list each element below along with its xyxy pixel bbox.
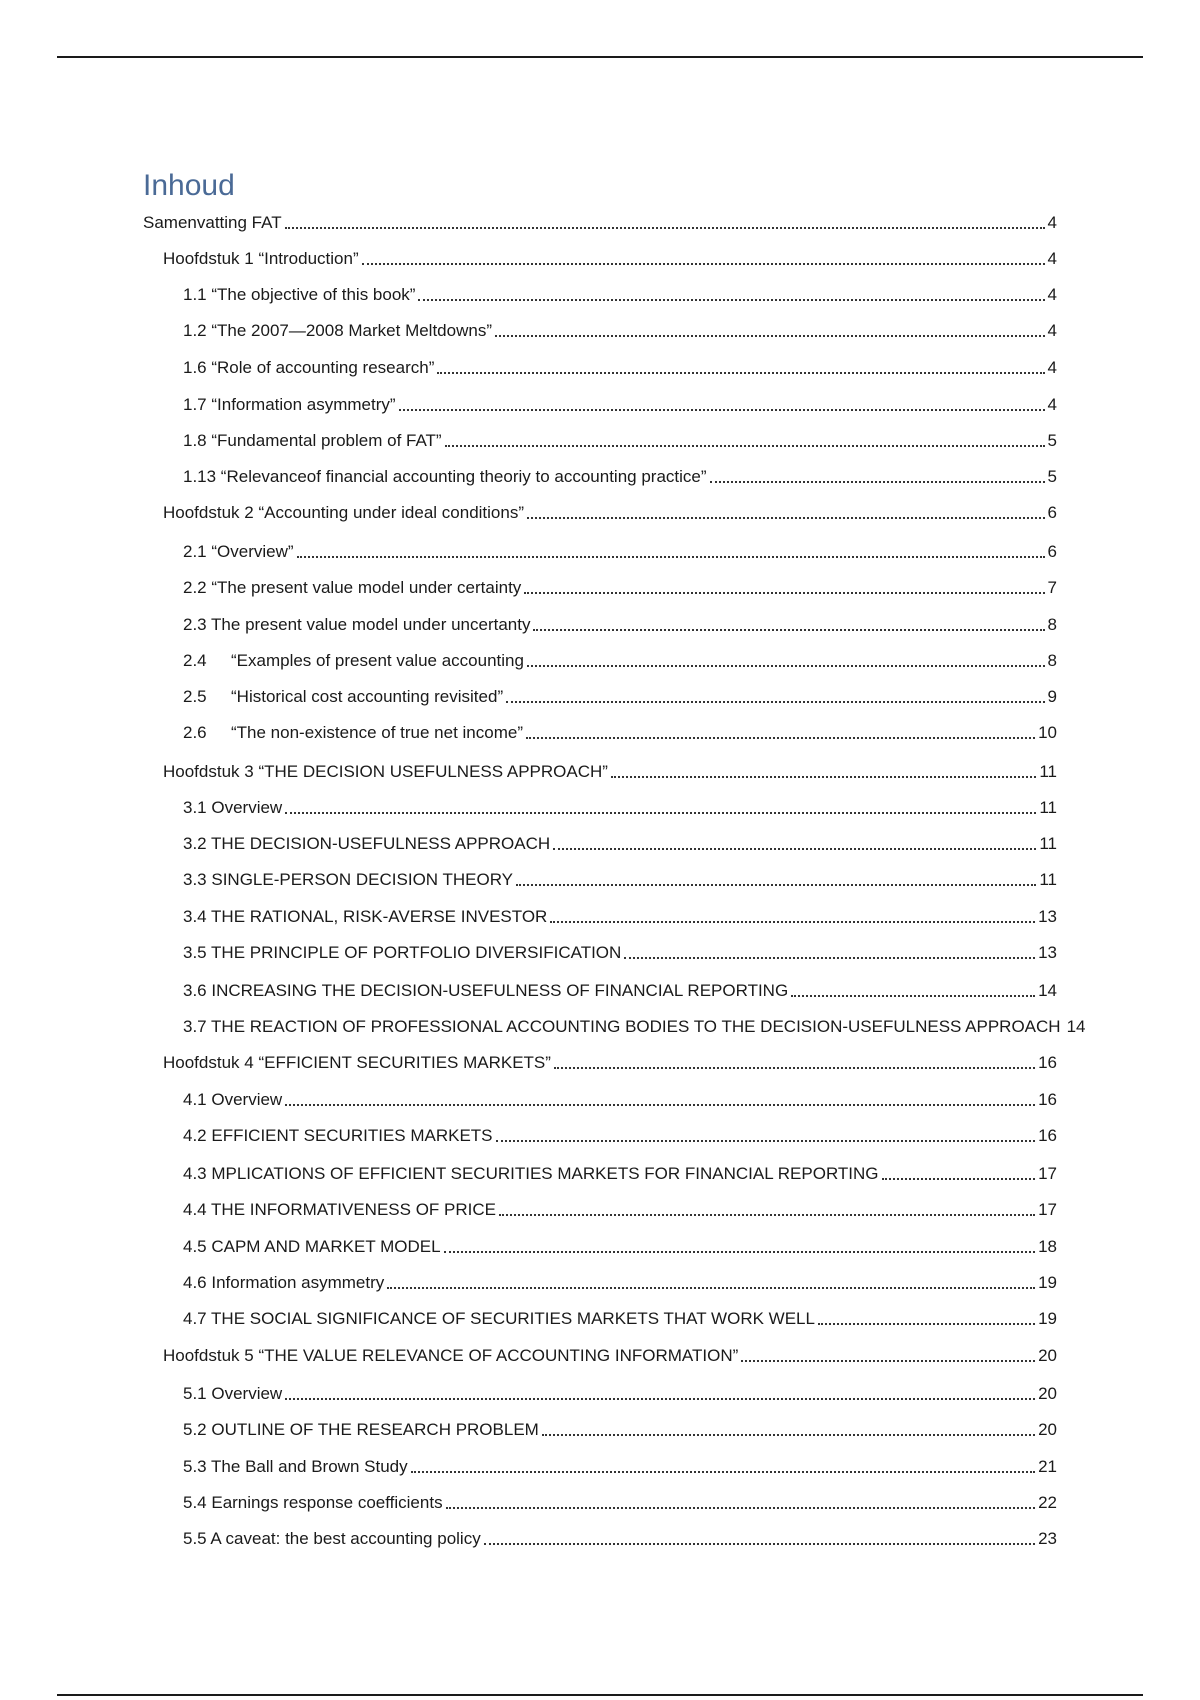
toc-entry-page-number: 20: [1038, 1420, 1057, 1439]
dot-leader: [418, 284, 1044, 306]
dot-leader: [285, 1383, 1035, 1405]
toc-entry-page-number: 11: [1039, 762, 1057, 781]
dot-leader: [818, 1308, 1035, 1330]
toc-entry-page-number: 4: [1047, 213, 1057, 232]
dot-leader: [499, 1199, 1035, 1221]
toc-entry-label: 1.7 “Information asymmetry”: [183, 395, 396, 414]
dot-leader: [285, 212, 1045, 234]
toc-entry-page-number: 14: [1066, 1017, 1086, 1036]
toc-entry-number: 2.4: [183, 651, 207, 670]
dot-leader: [516, 869, 1036, 891]
dot-leader: [542, 1419, 1035, 1441]
toc-entry-page-number: 19: [1038, 1309, 1057, 1328]
toc-entry-label: 4.2 EFFICIENT SECURITIES MARKETS: [183, 1126, 493, 1145]
toc-entry-label: 4.3 MPLICATIONS OF EFFICIENT SECURITIES MARKETS FOR FINANCIAL REPORTING: [183, 1164, 879, 1183]
toc-entry-label: 1.8 “Fundamental problem of FAT”: [183, 431, 442, 450]
dot-leader: [285, 797, 1036, 819]
dot-leader: [554, 1052, 1035, 1074]
toc-entry[interactable]: [183, 1456, 1057, 1478]
toc-entry-page-number: 4: [1047, 395, 1057, 414]
toc-entry-page-number: 4: [1047, 285, 1057, 304]
dot-leader: [526, 722, 1035, 744]
toc-entry-page-number: 6: [1047, 503, 1057, 522]
toc-entry[interactable]: [183, 833, 1057, 855]
dot-leader: [791, 980, 1035, 1002]
toc-entry-label: 1.1 “The objective of this book”: [183, 285, 416, 304]
toc-entry-label: 3.1 Overview: [183, 798, 283, 817]
dot-leader: [437, 357, 1044, 379]
dot-leader: [553, 833, 1036, 855]
dot-leader: [411, 1456, 1035, 1478]
dot-leader: [550, 906, 1035, 928]
toc-entry-label: “Examples of present value accounting: [231, 651, 524, 670]
toc-entry-label: 5.1 Overview: [183, 1384, 283, 1403]
toc-entry[interactable]: [183, 1125, 1057, 1147]
toc-entry-label: 2.2 “The present value model under certainty: [183, 578, 522, 597]
toc-entry[interactable]: [183, 541, 1057, 563]
dot-leader: [297, 541, 1045, 563]
toc-entry[interactable]: [183, 980, 1057, 1002]
toc-entry-page-number: 20: [1038, 1384, 1057, 1403]
toc-entry-label: 5.4 Earnings response coefficients: [183, 1493, 443, 1512]
toc-entry[interactable]: [183, 906, 1057, 928]
toc-entry-page-number: 17: [1038, 1200, 1057, 1219]
dot-leader: [495, 320, 1045, 342]
toc-entry-label: 4.4 THE INFORMATIVENESS OF PRICE: [183, 1200, 496, 1219]
toc-entry-page-number: 9: [1047, 687, 1057, 706]
toc-entry[interactable]: [183, 394, 1057, 416]
dot-leader: [882, 1163, 1036, 1185]
toc-entry[interactable]: [163, 1345, 1057, 1367]
toc-entry[interactable]: [183, 869, 1057, 891]
toc-entry-page-number: 16: [1038, 1126, 1057, 1145]
dot-leader: [285, 1089, 1035, 1111]
toc-entry-label: 1.13 “Relevanceof financial accounting theoriy to accounting practice”: [183, 467, 707, 486]
dot-leader: [446, 1492, 1036, 1514]
toc-entry-label: 3.7 THE REACTION OF PROFESSIONAL ACCOUNTING BODIES TO THE DECISION-USEFULNESS APPROACH: [183, 1017, 1061, 1036]
toc-entry[interactable]: [183, 1383, 1057, 1405]
dot-leader: [387, 1272, 1035, 1294]
toc-entry[interactable]: [183, 942, 1057, 964]
toc-entry[interactable]: [183, 1272, 1057, 1294]
toc-entry-page-number: 4: [1047, 321, 1057, 340]
toc-entry[interactable]: [183, 320, 1057, 342]
toc-entry-page-number: 21: [1038, 1457, 1057, 1476]
toc-entry[interactable]: [183, 722, 1057, 744]
toc-entry-label: Hoofdstuk 3 “THE DECISION USEFULNESS APPROACH”: [163, 762, 608, 781]
toc-entry-label: 4.5 CAPM AND MARKET MODEL: [183, 1237, 441, 1256]
toc-entry[interactable]: [183, 466, 1057, 488]
dot-leader: [399, 394, 1045, 416]
toc-entry-page-number: 18: [1038, 1237, 1057, 1256]
toc-entry-page-number: 20: [1038, 1346, 1057, 1365]
toc-entry[interactable]: [183, 1016, 1086, 1038]
dot-leader: [527, 502, 1045, 524]
toc-entry[interactable]: [183, 1419, 1057, 1441]
toc-entry[interactable]: [163, 1052, 1057, 1074]
toc-entry-page-number: 11: [1039, 798, 1057, 817]
toc-entry[interactable]: [183, 430, 1057, 452]
dot-leader: [611, 761, 1036, 783]
toc-entry-label: 5.2 OUTLINE OF THE RESEARCH PROBLEM: [183, 1420, 539, 1439]
toc-entry-page-number: 6: [1047, 542, 1057, 561]
dot-leader: [445, 430, 1045, 452]
toc-entry[interactable]: [163, 761, 1057, 783]
toc-entry[interactable]: [183, 284, 1057, 306]
toc-entry-label: 3.2 THE DECISION-USEFULNESS APPROACH: [183, 834, 551, 853]
toc-entry[interactable]: [183, 1492, 1057, 1514]
toc-entry[interactable]: [183, 1089, 1057, 1111]
toc-entry-page-number: 16: [1038, 1090, 1057, 1109]
dot-leader: [624, 942, 1035, 964]
toc-entry-page-number: 23: [1038, 1529, 1057, 1548]
toc-entry-label: 4.7 THE SOCIAL SIGNIFICANCE OF SECURITIES MARKETS THAT WORK WELL: [183, 1309, 815, 1328]
toc-entry-page-number: 11: [1039, 834, 1057, 853]
toc-entry-label: Samenvatting FAT: [143, 213, 282, 232]
toc-entry-page-number: 4: [1047, 249, 1057, 268]
toc-entry-page-number: 17: [1038, 1164, 1057, 1183]
toc-entry[interactable]: [183, 614, 1057, 636]
toc-entry[interactable]: [163, 502, 1057, 524]
footer-rule: [57, 1694, 1143, 1696]
toc-entry-page-number: 8: [1047, 651, 1057, 670]
dot-leader: [533, 614, 1044, 636]
toc-entry[interactable]: [183, 357, 1057, 379]
toc-entry-label: Hoofdstuk 1 “Introduction”: [163, 249, 359, 268]
toc-entry-page-number: 5: [1047, 431, 1057, 450]
toc-entry-label: 3.4 THE RATIONAL, RISK-AVERSE INVESTOR: [183, 907, 548, 926]
toc-entry-label: 3.6 INCREASING THE DECISION-USEFULNESS OF FINANCIAL REPORTING: [183, 981, 789, 1000]
toc-entry-page-number: 19: [1038, 1273, 1057, 1292]
dot-leader: [527, 650, 1045, 672]
toc-entry[interactable]: [183, 577, 1057, 599]
toc-entry-page-number: 7: [1047, 578, 1057, 597]
toc-entry[interactable]: [183, 686, 1057, 708]
toc-entry-page-number: 11: [1039, 870, 1057, 889]
dot-leader: [362, 248, 1045, 270]
toc-entry-page-number: 16: [1038, 1053, 1057, 1072]
toc-entry-page-number: 14: [1038, 981, 1057, 1000]
toc-entry-label: Hoofdstuk 5 “THE VALUE RELEVANCE OF ACCOUNTING INFORMATION”: [163, 1346, 739, 1365]
toc-entry-label: 4.1 Overview: [183, 1090, 283, 1109]
toc-entry-label: 4.6 Information asymmetry: [183, 1273, 385, 1292]
dot-leader: [484, 1528, 1035, 1550]
toc-entry[interactable]: [183, 1163, 1057, 1185]
toc-entry-label: 2.3 The present value model under uncertanty: [183, 615, 531, 634]
toc-entry-label: “Historical cost accounting revisited”: [231, 687, 504, 706]
dot-leader: [506, 686, 1044, 708]
toc-entry-number: 2.5: [183, 687, 207, 706]
header-rule: [57, 56, 1143, 58]
toc-entry-page-number: 10: [1038, 723, 1057, 742]
dot-leader: [524, 577, 1044, 599]
toc-entry-page-number: 13: [1038, 943, 1057, 962]
toc-entry[interactable]: [183, 1199, 1057, 1221]
toc-title: Inhoud: [143, 169, 235, 202]
toc-entry-label: 1.2 “The 2007—2008 Market Meltdowns”: [183, 321, 492, 340]
toc-entry[interactable]: [183, 650, 1057, 672]
toc-entry-page-number: 22: [1038, 1493, 1057, 1512]
dot-leader: [496, 1125, 1036, 1147]
toc-entry[interactable]: [163, 248, 1057, 270]
toc-entry[interactable]: [143, 212, 1057, 234]
toc-entry-label: 3.5 THE PRINCIPLE OF PORTFOLIO DIVERSIFICATION: [183, 943, 622, 962]
toc-entry-page-number: 5: [1047, 467, 1057, 486]
toc-entry[interactable]: [183, 1528, 1057, 1550]
toc-entry-label: 3.3 SINGLE-PERSON DECISION THEORY: [183, 870, 514, 889]
dot-leader: [710, 466, 1045, 488]
toc-entry-page-number: 13: [1038, 907, 1057, 926]
toc-entry-label: 2.1 “Overview”: [183, 542, 294, 561]
toc-entry-label: 5.3 The Ball and Brown Study: [183, 1457, 408, 1476]
toc-entry[interactable]: [183, 797, 1057, 819]
toc-entry-page-number: 4: [1047, 358, 1057, 377]
toc-entry[interactable]: [183, 1236, 1057, 1258]
toc-entry-number: 2.6: [183, 723, 207, 742]
dot-leader: [444, 1236, 1035, 1258]
toc-entry-page-number: 8: [1047, 615, 1057, 634]
toc-entry-label: “The non-existence of true net income”: [231, 723, 523, 742]
toc-entry-label: 1.6 “Role of accounting research”: [183, 358, 435, 377]
toc-entry-label: Hoofdstuk 4 “EFFICIENT SECURITIES MARKETS”: [163, 1053, 551, 1072]
toc-entry[interactable]: [183, 1308, 1057, 1330]
dot-leader: [741, 1345, 1035, 1367]
toc-entry-label: 5.5 A caveat: the best accounting policy: [183, 1529, 481, 1548]
toc-entry-label: Hoofdstuk 2 “Accounting under ideal conditions”: [163, 503, 524, 522]
